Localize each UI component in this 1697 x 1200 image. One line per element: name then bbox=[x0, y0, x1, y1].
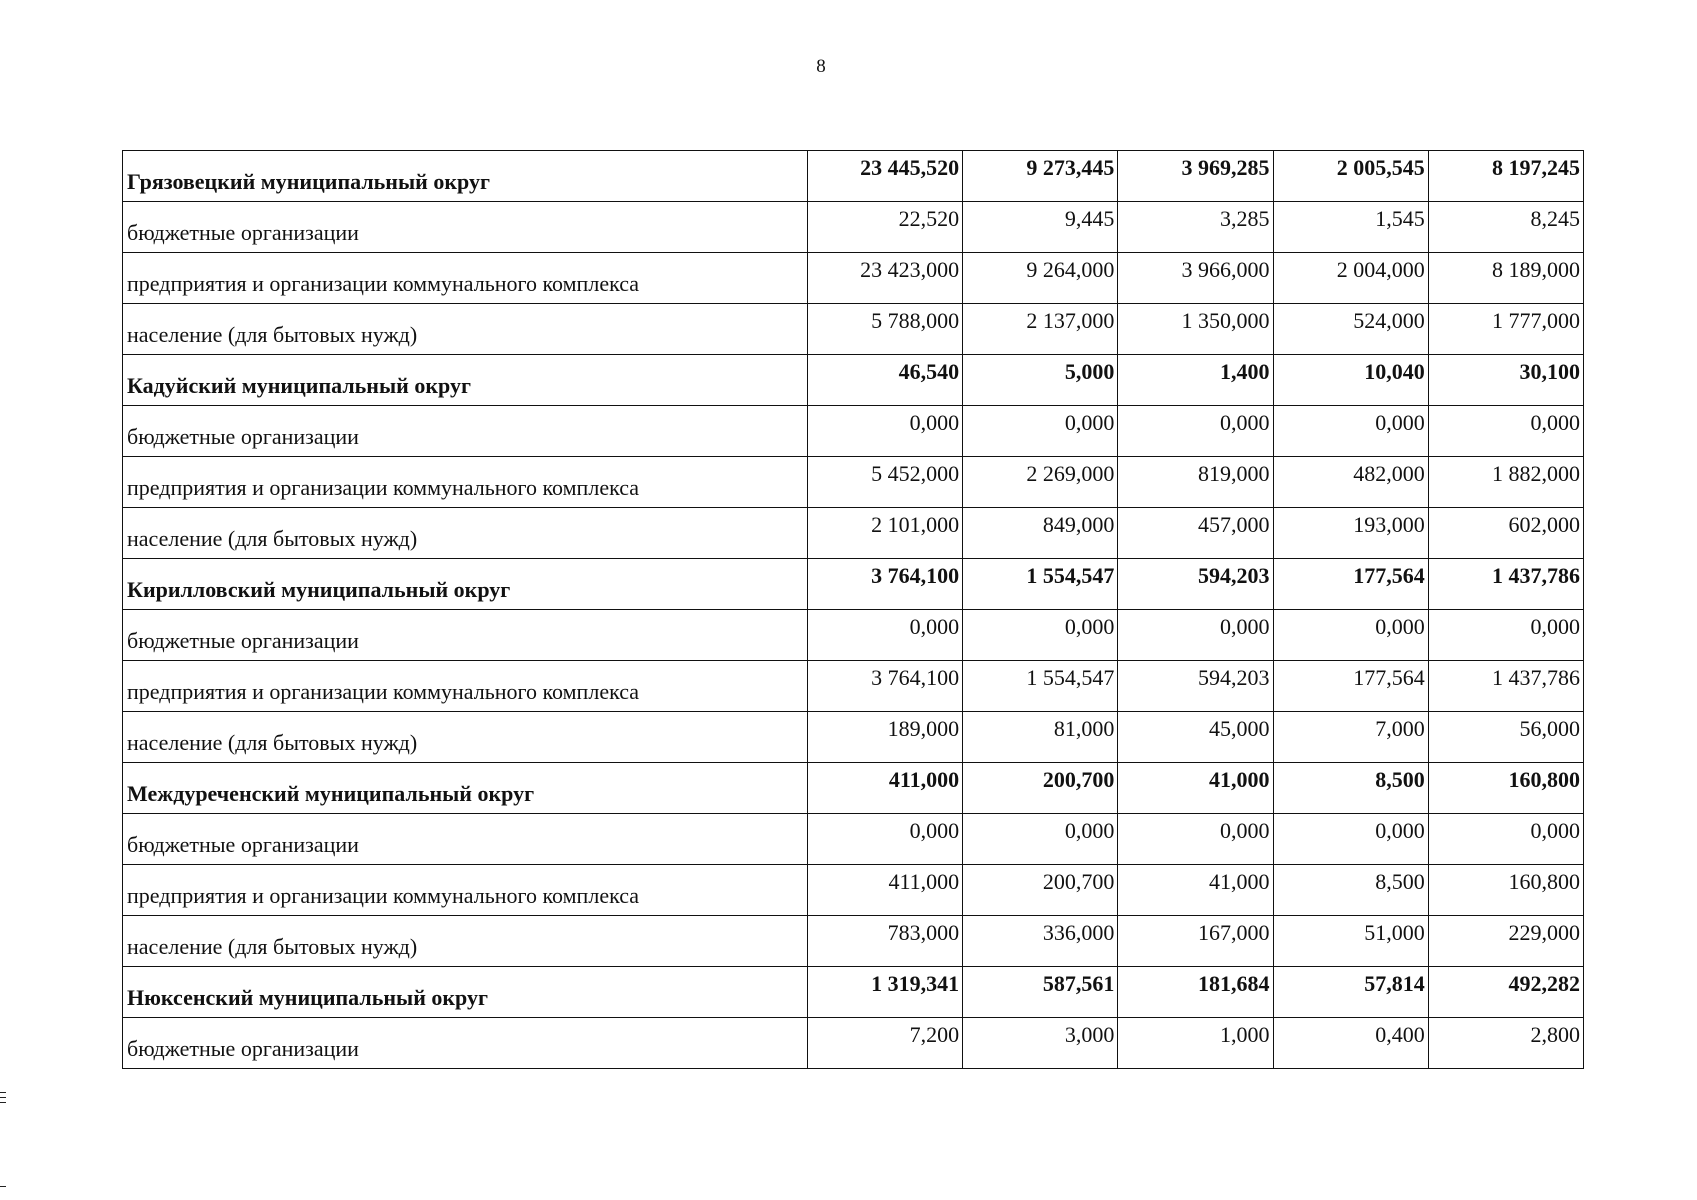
value-cell: 783,000 bbox=[807, 916, 962, 967]
table-row bbox=[123, 712, 1584, 763]
row-name-cell: предприятия и организации коммунального комплекса bbox=[123, 661, 808, 712]
table-row bbox=[123, 1018, 1584, 1069]
value-cell: 229,000 bbox=[1428, 916, 1583, 967]
value-cell: 7,200 bbox=[807, 1018, 962, 1069]
value-cell: 0,000 bbox=[807, 610, 962, 661]
value-cell: 594,203 bbox=[1118, 661, 1273, 712]
value-cell: 602,000 bbox=[1428, 508, 1583, 559]
row-name-cell: Междуреченский муниципальный округ bbox=[123, 763, 808, 814]
value-cell: 2 269,000 bbox=[963, 457, 1118, 508]
value-cell: 56,000 bbox=[1428, 712, 1583, 763]
row-name-cell: население (для бытовых нужд) bbox=[123, 304, 808, 355]
value-cell: 524,000 bbox=[1273, 304, 1428, 355]
table-row bbox=[123, 814, 1584, 865]
value-cell: 1 350,000 bbox=[1118, 304, 1273, 355]
value-cell: 0,000 bbox=[963, 814, 1118, 865]
table-body bbox=[123, 151, 1584, 1069]
value-cell: 1 554,547 bbox=[963, 661, 1118, 712]
value-cell: 57,814 bbox=[1273, 967, 1428, 1018]
value-cell: 5 788,000 bbox=[807, 304, 962, 355]
value-cell: 8 197,245 bbox=[1428, 151, 1583, 202]
value-cell: 160,800 bbox=[1428, 763, 1583, 814]
value-cell: 8 189,000 bbox=[1428, 253, 1583, 304]
value-cell: 46,540 bbox=[807, 355, 962, 406]
row-name-cell: бюджетные организации bbox=[123, 610, 808, 661]
district-row bbox=[123, 355, 1584, 406]
value-cell: 5 452,000 bbox=[807, 457, 962, 508]
value-cell: 177,564 bbox=[1273, 661, 1428, 712]
value-cell: 0,000 bbox=[1118, 610, 1273, 661]
table-row bbox=[123, 661, 1584, 712]
value-cell: 819,000 bbox=[1118, 457, 1273, 508]
table-row bbox=[123, 457, 1584, 508]
table-row bbox=[123, 253, 1584, 304]
row-name-cell: население (для бытовых нужд) bbox=[123, 712, 808, 763]
value-cell: 177,564 bbox=[1273, 559, 1428, 610]
value-cell: 1 437,786 bbox=[1428, 661, 1583, 712]
value-cell: 492,282 bbox=[1428, 967, 1583, 1018]
table-row bbox=[123, 406, 1584, 457]
value-cell: 23 423,000 bbox=[807, 253, 962, 304]
row-name-cell: Грязовецкий муниципальный округ bbox=[123, 151, 808, 202]
table-row bbox=[123, 304, 1584, 355]
value-cell: 0,000 bbox=[1428, 814, 1583, 865]
margin-mark bbox=[0, 1186, 6, 1187]
value-cell: 1 882,000 bbox=[1428, 457, 1583, 508]
data-table bbox=[122, 150, 1584, 1069]
table-row bbox=[123, 610, 1584, 661]
value-cell: 1,545 bbox=[1273, 202, 1428, 253]
value-cell: 587,561 bbox=[963, 967, 1118, 1018]
row-name-cell: население (для бытовых нужд) bbox=[123, 508, 808, 559]
row-name-cell: бюджетные организации bbox=[123, 202, 808, 253]
margin-mark bbox=[0, 1097, 6, 1098]
value-cell: 1,400 bbox=[1118, 355, 1273, 406]
row-name-cell: бюджетные организации bbox=[123, 406, 808, 457]
table-row bbox=[123, 865, 1584, 916]
value-cell: 51,000 bbox=[1273, 916, 1428, 967]
value-cell: 2 137,000 bbox=[963, 304, 1118, 355]
value-cell: 5,000 bbox=[963, 355, 1118, 406]
value-cell: 1,000 bbox=[1118, 1018, 1273, 1069]
value-cell: 3 966,000 bbox=[1118, 253, 1273, 304]
value-cell: 22,520 bbox=[807, 202, 962, 253]
row-name-cell: бюджетные организации bbox=[123, 814, 808, 865]
row-name-cell: бюджетные организации bbox=[123, 1018, 808, 1069]
value-cell: 0,000 bbox=[807, 406, 962, 457]
value-cell: 200,700 bbox=[963, 763, 1118, 814]
district-row bbox=[123, 967, 1584, 1018]
row-name-cell: население (для бытовых нужд) bbox=[123, 916, 808, 967]
value-cell: 457,000 bbox=[1118, 508, 1273, 559]
table-row bbox=[123, 508, 1584, 559]
value-cell: 594,203 bbox=[1118, 559, 1273, 610]
value-cell: 167,000 bbox=[1118, 916, 1273, 967]
value-cell: 8,500 bbox=[1273, 763, 1428, 814]
value-cell: 0,400 bbox=[1273, 1018, 1428, 1069]
value-cell: 0,000 bbox=[1428, 610, 1583, 661]
value-cell: 0,000 bbox=[1118, 814, 1273, 865]
value-cell: 3 764,100 bbox=[807, 559, 962, 610]
row-name-cell: Нюксенский муниципальный округ bbox=[123, 967, 808, 1018]
value-cell: 3 969,285 bbox=[1118, 151, 1273, 202]
value-cell: 411,000 bbox=[807, 763, 962, 814]
value-cell: 1 554,547 bbox=[963, 559, 1118, 610]
value-cell: 45,000 bbox=[1118, 712, 1273, 763]
row-name-cell: предприятия и организации коммунального комплекса bbox=[123, 253, 808, 304]
value-cell: 41,000 bbox=[1118, 763, 1273, 814]
row-name-cell: Кирилловский муниципальный округ bbox=[123, 559, 808, 610]
value-cell: 336,000 bbox=[963, 916, 1118, 967]
value-cell: 181,684 bbox=[1118, 967, 1273, 1018]
value-cell: 0,000 bbox=[1118, 406, 1273, 457]
value-cell: 3 764,100 bbox=[807, 661, 962, 712]
value-cell: 200,700 bbox=[963, 865, 1118, 916]
value-cell: 2,800 bbox=[1428, 1018, 1583, 1069]
value-cell: 8,500 bbox=[1273, 865, 1428, 916]
value-cell: 482,000 bbox=[1273, 457, 1428, 508]
value-cell: 189,000 bbox=[807, 712, 962, 763]
value-cell: 23 445,520 bbox=[807, 151, 962, 202]
value-cell: 30,100 bbox=[1428, 355, 1583, 406]
value-cell: 9 273,445 bbox=[963, 151, 1118, 202]
table-row bbox=[123, 916, 1584, 967]
value-cell: 8,245 bbox=[1428, 202, 1583, 253]
value-cell: 0,000 bbox=[1273, 406, 1428, 457]
value-cell: 0,000 bbox=[1273, 610, 1428, 661]
row-name-cell: предприятия и организации коммунального комплекса bbox=[123, 865, 808, 916]
value-cell: 0,000 bbox=[1273, 814, 1428, 865]
row-name-cell: предприятия и организации коммунального комплекса bbox=[123, 457, 808, 508]
value-cell: 0,000 bbox=[963, 406, 1118, 457]
value-cell: 0,000 bbox=[963, 610, 1118, 661]
value-cell: 1 777,000 bbox=[1428, 304, 1583, 355]
value-cell: 1 437,786 bbox=[1428, 559, 1583, 610]
value-cell: 7,000 bbox=[1273, 712, 1428, 763]
page-number: 8 bbox=[816, 56, 826, 77]
value-cell: 0,000 bbox=[1428, 406, 1583, 457]
value-cell: 0,000 bbox=[807, 814, 962, 865]
value-cell: 9 264,000 bbox=[963, 253, 1118, 304]
value-cell: 3,000 bbox=[963, 1018, 1118, 1069]
margin-mark bbox=[0, 1102, 6, 1103]
district-row bbox=[123, 559, 1584, 610]
table-row bbox=[123, 202, 1584, 253]
value-cell: 10,040 bbox=[1273, 355, 1428, 406]
value-cell: 1 319,341 bbox=[807, 967, 962, 1018]
value-cell: 193,000 bbox=[1273, 508, 1428, 559]
row-name-cell: Кадуйский муниципальный округ bbox=[123, 355, 808, 406]
value-cell: 849,000 bbox=[963, 508, 1118, 559]
value-cell: 2 101,000 bbox=[807, 508, 962, 559]
value-cell: 160,800 bbox=[1428, 865, 1583, 916]
value-cell: 3,285 bbox=[1118, 202, 1273, 253]
value-cell: 411,000 bbox=[807, 865, 962, 916]
value-cell: 2 004,000 bbox=[1273, 253, 1428, 304]
value-cell: 81,000 bbox=[963, 712, 1118, 763]
value-cell: 2 005,545 bbox=[1273, 151, 1428, 202]
value-cell: 41,000 bbox=[1118, 865, 1273, 916]
district-row bbox=[123, 151, 1584, 202]
value-cell: 9,445 bbox=[963, 202, 1118, 253]
district-row bbox=[123, 763, 1584, 814]
margin-mark bbox=[0, 1092, 6, 1093]
